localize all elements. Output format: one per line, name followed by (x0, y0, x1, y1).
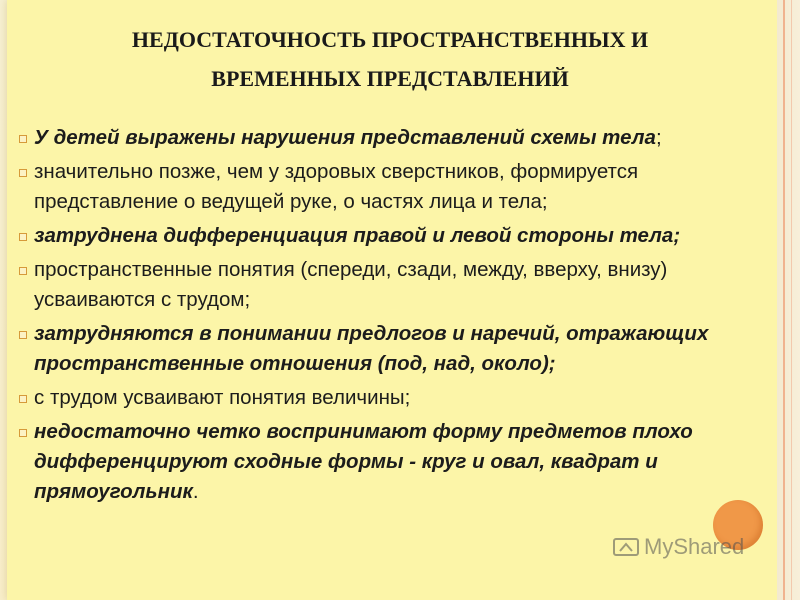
list-item (18, 383, 768, 413)
item-text: . (192, 480, 199, 503)
watermark (612, 532, 744, 562)
myshared-logo-icon (612, 536, 640, 558)
decor-line (783, 0, 785, 600)
list-item (18, 255, 768, 315)
list-item (18, 123, 768, 153)
square-bullet-icon (19, 331, 27, 339)
decor-line (791, 0, 792, 600)
item-text: пространственные понятия (спереди, сзади, между, вверху, внизу) усваиваются с трудом; (34, 258, 668, 311)
list-item (18, 319, 768, 379)
item-bold-text: недостаточно четко воспринимают форму предметов плохо дифференцируют сходные формы - круг и овал, квадрат и прямоугольник (34, 420, 693, 503)
item-bold-text: затруднена дифференциация правой и левой стороны тела; (34, 224, 681, 247)
square-bullet-icon (19, 169, 27, 177)
item-text: значительно позже, чем у здоровых сверстников, формируется представление о ведущей руке, о частях лица и тела; (34, 160, 639, 213)
square-bullet-icon (19, 267, 27, 275)
square-bullet-icon (19, 233, 27, 241)
title-line-1: НЕДОСТАТОЧНОСТЬ ПРОСТРАНСТВЕННЫХ И (131, 27, 649, 52)
slide-title (30, 20, 750, 98)
square-bullet-icon (19, 395, 27, 403)
bullet-list (18, 123, 768, 511)
right-decor-bar (777, 0, 800, 600)
item-bold-text: У детей выражены нарушения представлений схемы тела (34, 126, 656, 149)
list-item (18, 417, 768, 507)
square-bullet-icon (19, 135, 27, 143)
item-bold-text: затрудняются в понимании предлогов и наречий, отражающих пространственные отношения (под, над, около); (34, 322, 709, 375)
item-text: с трудом усваивают понятия величины; (34, 386, 411, 409)
item-text: ; (655, 126, 662, 149)
square-bullet-icon (19, 429, 27, 437)
list-item (18, 221, 768, 251)
title-line-2: ВРЕМЕННЫХ ПРЕДСТАВЛЕНИЙ (211, 66, 569, 91)
list-item (18, 157, 768, 217)
watermark-text: MyShared (644, 534, 745, 559)
